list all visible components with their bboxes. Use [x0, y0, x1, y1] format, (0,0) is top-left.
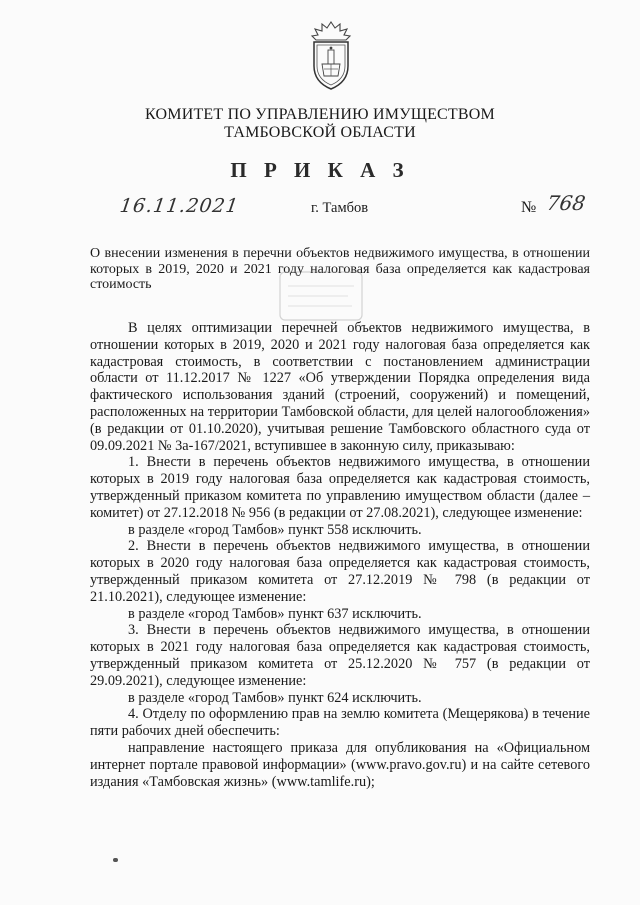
order-body — [90, 320, 590, 790]
coat-of-arms-icon — [302, 20, 360, 92]
item-3-change: в разделе «город Тамбов» пункт 624 исключить. — [128, 689, 422, 706]
city-label: г. Тамбов — [311, 200, 369, 216]
item-1-change: в разделе «город Тамбов» пункт 558 исключить. — [128, 521, 422, 538]
item-2-paragraph: 2. Внести в перечень объектов недвижимого имущества, в отношении которых в 2020 году налоговая база определяется как кадастровая стоимость, утвержденный приказом комитета от 27.12.2019 № 798 (в редакции от 21.10.2021), следующее изменение: — [90, 538, 590, 605]
scan-speck — [113, 858, 118, 862]
item-2-change: в разделе «город Тамбов» пункт 637 исключить. — [128, 605, 422, 622]
organization-name-line-1: КОМИТЕТ ПО УПРАВЛЕНИЮ ИМУЩЕСТВОМ — [145, 106, 495, 123]
document-type-title: П Р И К А З — [230, 158, 410, 182]
item-1-paragraph: 1. Внести в перечень объектов недвижимого имущества, в отношении которых в 2019 году налоговая база определяется как кадастровая стоимость, утвержденный приказом комитета по управлению имуществом области (далее – комитет) от 27.12.2018 № 956 (в редакции от 27.08.2021), следующее изменение: — [90, 454, 590, 521]
organization-name-line-2: ТАМБОВСКОЙ ОБЛАСТИ — [224, 124, 416, 141]
preamble-paragraph: В целях оптимизации перечней объектов недвижимого имущества, в отношении которых в 2019, 2020 и 2021 году налоговая база определяется как кадастровая стоимость, в соответствии с постановлением администрации области от 11.12.2017 № 1227 «Об утверждении Порядка определения вида фактического использования зданий (строений, сооружений) и помещений, расположенных на территории Тамбовской области, для целей налогообложения» (в редакции от 01.10.2020), учитывая решение Тамбовского областного суда от 09.09.2021 № 3а-167/2021, вступившее в законную силу, приказываю: — [90, 320, 590, 454]
faint-stamp-icon — [278, 270, 364, 322]
handwritten-date: 16.11.2021 — [118, 195, 241, 217]
item-4-paragraph: 4. Отделу по оформлению прав на землю комитета (Мещерякова) в течение пяти рабочих дней обеспечить: — [90, 706, 590, 740]
number-label: № — [521, 199, 537, 216]
order-subject: О внесении изменения в перечни объектов недвижимого имущества, в отношении которых в 2019, 2020 и 2021 году налоговая база определяется как кадастровая стоимость — [90, 246, 590, 292]
item-4-publication: направление настоящего приказа для опубликования на «Официальном интернет портале правовой информации» (www.pravo.gov.ru) и на сайте сетевого издания «Тамбовская жизнь» (www.tamlife.ru); — [90, 739, 590, 790]
handwritten-order-number: 768 — [545, 191, 587, 215]
item-3-paragraph: 3. Внести в перечень объектов недвижимого имущества, в отношении которых в 2021 году налоговая база определяется как кадастровая стоимость, утвержденный приказом комитета от 25.12.2020 № 757 (в редакции от 29.09.2021), следующее изменение: — [90, 622, 590, 689]
